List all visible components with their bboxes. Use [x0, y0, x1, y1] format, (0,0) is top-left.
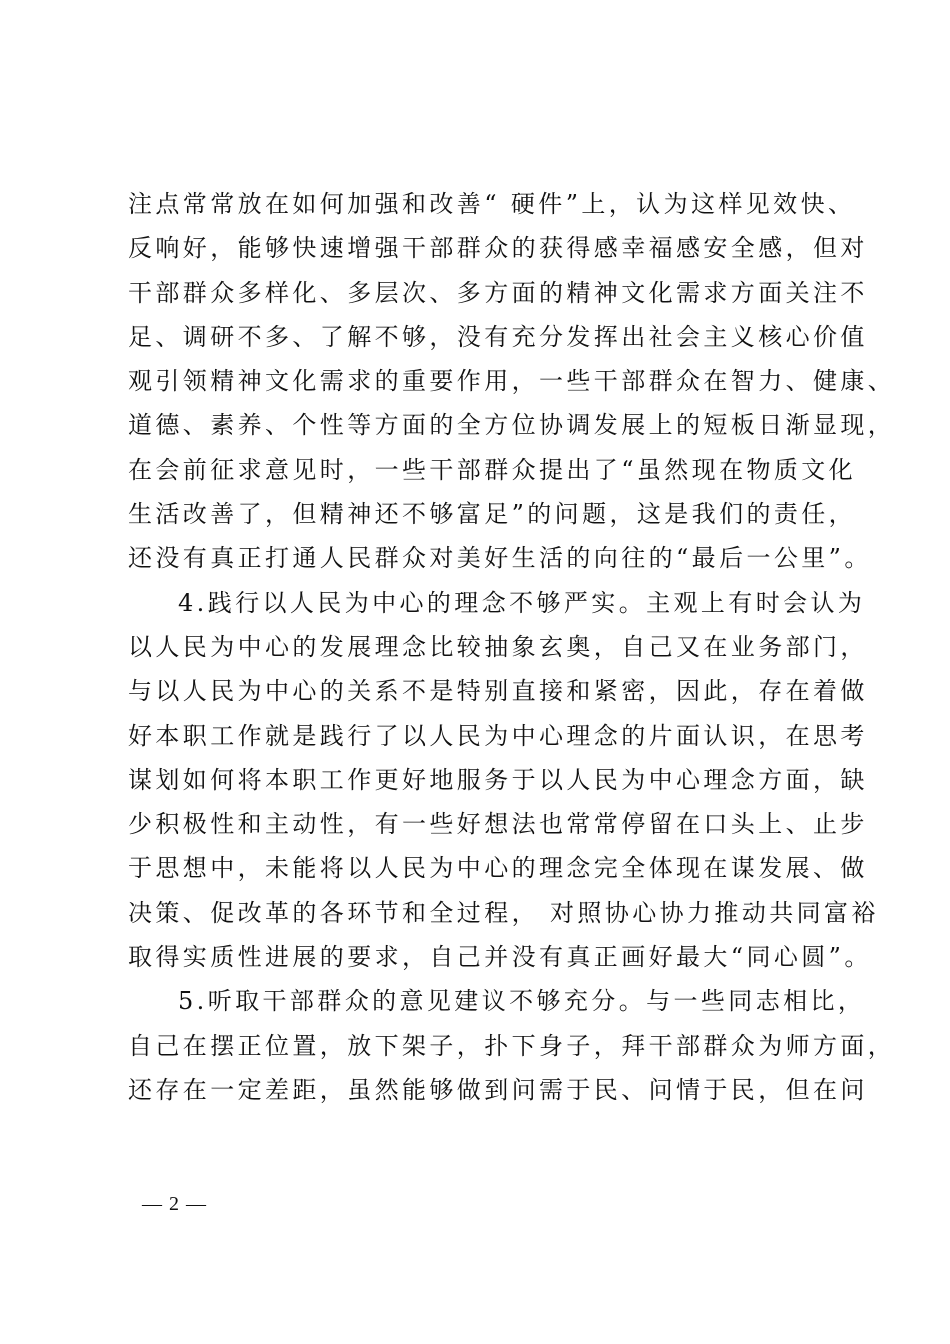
- text-line: 生活改善了，但精神还不够富足”的问题，这是我们的责任，: [128, 500, 857, 529]
- text-line: 在会前征求意见时，一些干部群众提出了“虽然现在物质文化: [128, 455, 857, 484]
- text-line: 取得实质性进展的要求，自己并没有真正画好最大“同心圆”。: [128, 943, 872, 972]
- text-line: 反响好，能够快速增强干部群众的获得感幸福感安全感，但对: [128, 234, 868, 263]
- paragraph-4-heading-line: 4.践行以人民为中心的理念不够严实。主观上有时会认为: [178, 588, 866, 617]
- page-number: — 2 —: [142, 1193, 207, 1215]
- text-line: 还存在一定差距，虽然能够做到问需于民、问情于民，但在问: [128, 1075, 868, 1104]
- text-line: 还没有真正打通人民群众对美好生活的向往的“最后一公里”。: [128, 544, 872, 573]
- text-line: 注点常常放在如何加强和改善“ 硬件”上，认为这样见效快、: [128, 190, 856, 218]
- text-line: 谋划如何将本职工作更好地服务于以人民为中心理念方面，缺: [128, 765, 868, 794]
- text-line: 干部群众多样化、多层次、多方面的精神文化需求方面关注不: [128, 278, 868, 307]
- text-line: 于思想中，未能将以人民为中心的理念完全体现在谋发展、做: [128, 854, 868, 883]
- text-line: 自己在摆正位置，放下架子，扑下身子，拜干部群众为师方面，: [128, 1031, 896, 1060]
- text-line: 道德、素养、个性等方面的全方位协调发展上的短板日渐显现，: [128, 411, 896, 440]
- document-body: [128, 182, 896, 1112]
- paragraph-5-heading-line: 5.听取干部群众的意见建议不够充分。与一些同志相比，: [178, 987, 866, 1016]
- text-line: 足、调研不多、了解不够，没有充分发挥出社会主义核心价值: [128, 322, 868, 351]
- text-line: 好本职工作就是践行了以人民为中心理念的片面认识，在思考: [128, 721, 868, 750]
- text-line: 决策、促改革的各环节和全过程， 对照协心协力推动共同富裕: [128, 898, 879, 927]
- text-line: 观引领精神文化需求的重要作用，一些干部群众在智力、健康、: [128, 367, 896, 396]
- text-line: 少积极性和主动性，有一些好想法也常常停留在口头上、止步: [128, 810, 868, 839]
- text-line: 以人民为中心的发展理念比较抽象玄奥，自己又在业务部门，: [128, 632, 868, 661]
- text-line: 与以人民为中心的关系不是特别直接和紧密，因此，存在着做: [128, 677, 868, 706]
